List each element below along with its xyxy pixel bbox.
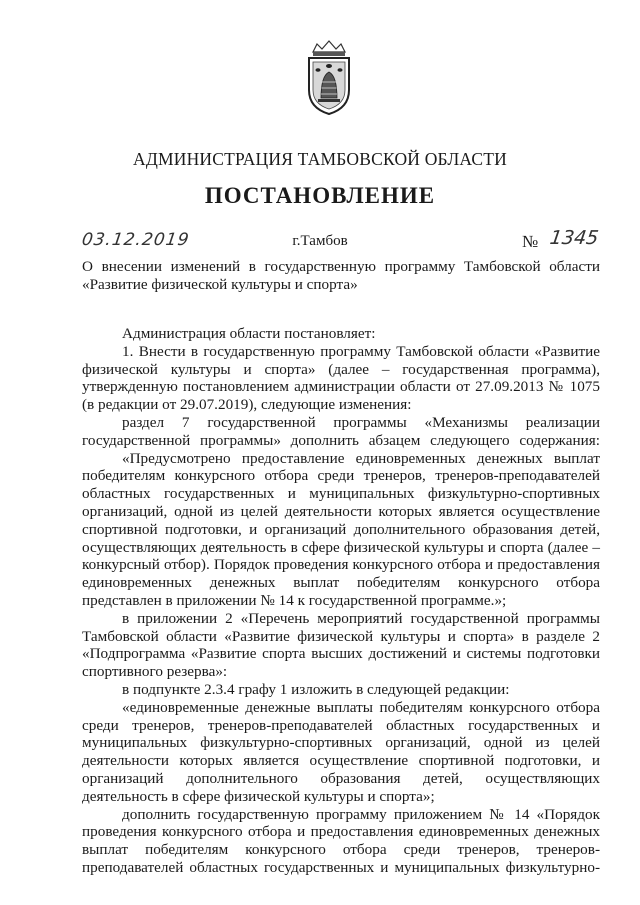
subject-line: «Развитие физической культуры и спорта» <box>82 275 358 293</box>
handwritten-date: 03.12.2019 <box>80 230 191 250</box>
body-line: среди тренеров, тренеров-преподавателей областных государственных и <box>82 716 600 734</box>
body-line: преподавателей областных государственных и муниципальных физкультурно- <box>82 858 600 876</box>
number-sign: № <box>522 232 539 251</box>
document-type-title: ПОСТАНОВЛЕНИЕ <box>204 183 436 208</box>
city-name: г.Тамбов <box>292 233 348 249</box>
handwritten-document-number: 1345 <box>548 227 600 249</box>
body-line: в приложении 2 «Перечень мероприятий государственной программы <box>122 609 600 627</box>
body-line: победителям конкурсного отбора среди тренеров, тренеров-преподавателей <box>82 467 600 485</box>
body-line: государственной программы» дополнить абзацем следующего содержания: <box>82 431 600 449</box>
subject-line: О внесении изменений в государственную программу Тамбовской области <box>82 258 600 275</box>
body-line: муниципальных физкультурно-спортивных организаций, одной из целей <box>82 734 600 752</box>
body-line: деятельность в сфере физической культуры и спорта»; <box>82 787 435 805</box>
body-line: дополнить государственную программу приложением № 14 «Порядок <box>122 805 600 823</box>
body-line: конкурсный отбор). Порядок проведения конкурсного отбора и предоставления <box>82 556 600 574</box>
body-line: 1. Внести в государственную программу Тамбовской области «Развитие <box>122 342 600 360</box>
coat-of-arms-icon <box>299 38 359 118</box>
body-line: физической культуры и спорта» (далее – государственная программа), <box>82 360 600 378</box>
body-line: «Предусмотрено предоставление единовременных денежных выплат <box>122 449 600 467</box>
body-line: представлен в приложении № 14 к государственной программе.»; <box>82 591 507 609</box>
body-line: единовременных денежных выплат победителям конкурсного отбора <box>82 574 600 592</box>
body-line: «единовременные денежные выплаты победителям конкурсного отбора <box>122 698 600 716</box>
body-line: областных государственных и муниципальных физкультурно-спортивных <box>82 485 600 503</box>
body-line: «Подпрограмма «Развитие спорта высших достижений и системы подготовки <box>82 645 600 663</box>
body-line: Администрация области постановляет: <box>122 325 376 342</box>
document-body <box>82 325 600 877</box>
body-line: организаций дополнительного образования детей, осуществляющих <box>82 769 600 787</box>
body-line: в подпункте 2.3.4 графу 1 изложить в следующей редакции: <box>122 680 510 698</box>
organization-name: АДМИНИСТРАЦИЯ ТАМБОВСКОЙ ОБЛАСТИ <box>133 149 507 169</box>
body-line: Тамбовской области «Развитие физической культуры и спорта» в разделе 2 <box>82 627 600 645</box>
body-line: проведения конкурсного отбора и предоставления единовременных денежных <box>82 823 600 841</box>
body-line: выплат победителям конкурсного отбора среди тренеров, тренеров- <box>82 841 600 859</box>
body-line: спортивного резерва»: <box>82 663 228 681</box>
body-line: (в редакции от 29.07.2019), следующие изменения: <box>82 396 412 414</box>
body-line: утвержденную постановлением администрации области от 27.09.2013 № 1075 <box>82 378 600 396</box>
body-line: спортивной подготовки, и организаций дополнительного образования детей, <box>82 520 600 538</box>
body-line: раздел 7 государственной программы «Механизмы реализации <box>122 413 600 431</box>
body-line: осуществляющих деятельность в сфере физической культуры и спорта (далее – <box>82 538 600 556</box>
body-line: деятельности которых является осуществление спортивной подготовки, и <box>82 752 600 770</box>
body-line: организаций, одной из целей деятельности которых является осуществление <box>82 502 600 520</box>
document-subject <box>82 258 600 293</box>
